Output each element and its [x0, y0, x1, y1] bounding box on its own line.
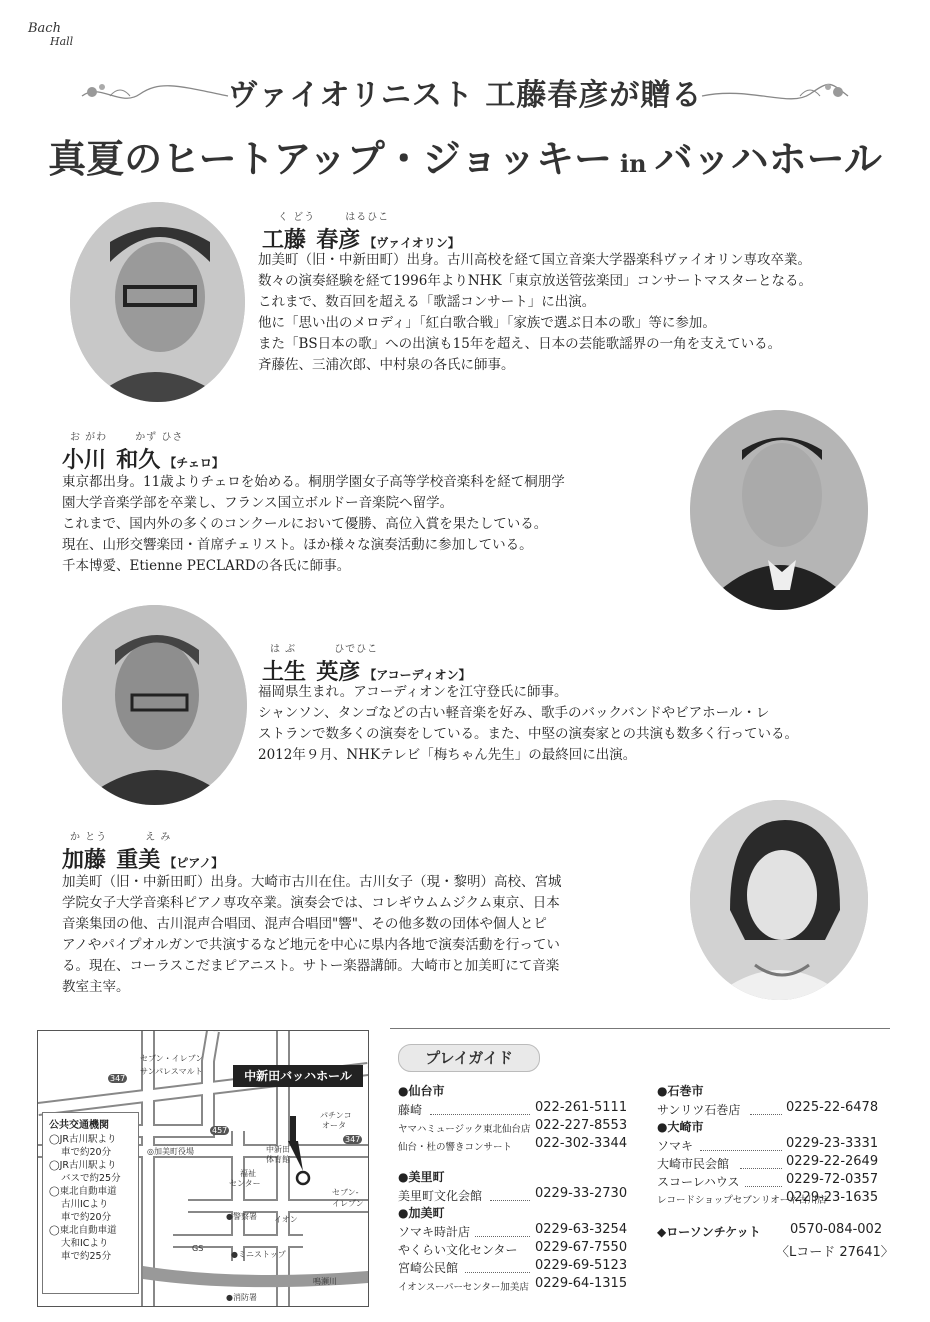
ruby-family: お がわ	[70, 432, 108, 443]
transport-line: 車で約20分	[61, 1212, 112, 1223]
map-label-gym: 体育館	[266, 1155, 290, 1164]
ruby-given: はるひこ	[345, 212, 390, 223]
outlet-phone: 0225-22-6478	[786, 1100, 879, 1115]
instrument-role: 【チェロ】	[164, 456, 224, 470]
outlet-phone: 0229-69-5123	[535, 1258, 628, 1273]
bio-line: 斉藤佐、三浦次郎、中村泉の各氏に師事。	[258, 357, 515, 373]
outlet-name: サンリツ石巻店	[657, 1103, 741, 1117]
performer-photo-kato	[690, 800, 868, 1000]
map-label-nakashinden: 中新田	[266, 1145, 290, 1154]
map-label-seven-eleven: セブン・イレブン	[140, 1054, 204, 1063]
bio-ogawa	[62, 472, 672, 577]
transport-line: 車で約25分	[61, 1251, 112, 1262]
ruby-given: ひでひこ	[334, 644, 379, 655]
region-sendai: ●仙台市	[398, 1084, 445, 1098]
leader-dots	[490, 1200, 530, 1201]
name-given: 英彦	[316, 660, 361, 685]
event-title-main: 真夏のヒートアップ・ジョッキー	[48, 137, 613, 181]
event-title-in: in	[620, 149, 647, 178]
transport-line: 大和ICより	[61, 1238, 109, 1249]
bio-line: また「BS日本の歌」への出演も15年を超え、日本の芸能歌謡界の一角を支えている。	[258, 336, 782, 352]
ruby-family: く どう	[278, 212, 316, 223]
ruby-family: か とう	[70, 832, 108, 843]
leader-dots	[745, 1186, 782, 1187]
outlet-phone: 0229-22-2649	[786, 1154, 879, 1169]
lawson-ticket-phone: 0570-084-002	[790, 1222, 883, 1237]
map-label-pachinko: パチンコ	[320, 1111, 352, 1120]
map-label-gs: GS	[192, 1244, 204, 1253]
name-given: 春彦	[316, 228, 361, 253]
bio-line: ストランで数多くの演奏をしている。また、中堅の演奏家との共演も数多く行っている。	[258, 726, 798, 742]
outlet-phone: 0229-67-7550	[535, 1240, 628, 1255]
outlet-phone: 022-302-3344	[535, 1136, 628, 1151]
outlet-name: スコーレハウス	[657, 1175, 740, 1189]
performer-kato	[62, 828, 223, 874]
performer-photo-habu	[62, 605, 247, 805]
map-label-town-office: ◎加美町役場	[147, 1147, 194, 1156]
route-457-shield: 457	[212, 1126, 228, 1135]
outlet-name: やくらい文化センター	[398, 1243, 518, 1257]
leader-dots	[475, 1236, 530, 1237]
transport-line: ◯JR古川駅より	[49, 1160, 117, 1171]
map-label-welfare: 福祉	[240, 1169, 256, 1178]
transport-box	[42, 1112, 139, 1294]
map-label-center: センター	[229, 1179, 261, 1188]
bio-line: 教室主宰。	[62, 979, 130, 995]
region-osaki: ●大崎市	[657, 1120, 704, 1134]
performer-kudo	[262, 208, 460, 254]
bio-line: 学院女子大学音楽科ピアノ専攻卒業。演奏会では、コレギウムムジクム東京、日本	[62, 895, 560, 911]
lawson-ticket-label: ◆ローソンチケット	[657, 1225, 761, 1239]
outlet-name: 美里町文化会館	[398, 1189, 483, 1203]
bio-line: 2012年９月、NHKテレビ「梅ちゃん先生」の最終回に出演。	[258, 747, 637, 763]
outlet-name: イオンスーパーセンター加美店	[398, 1282, 529, 1293]
outlet-name: ソマキ	[657, 1139, 694, 1153]
performer-photo-ogawa	[690, 410, 868, 610]
outlet-phone: 0229-64-1315	[535, 1276, 628, 1291]
bio-line: これまで、数百回を超える「歌謡コンサート」に出演。	[258, 294, 596, 310]
map-label-police: ●警察署	[226, 1212, 257, 1221]
outlet-name: ヤマハミュージック東北仙台店	[398, 1124, 531, 1135]
leader-dots	[465, 1272, 530, 1273]
ruby-given: かず ひさ	[135, 432, 184, 443]
performer-ogawa	[62, 428, 224, 474]
leader-dots	[700, 1150, 782, 1151]
ruby-family: は ぶ	[270, 644, 297, 655]
bio-line: 福岡県生まれ。アコーディオンを江守登氏に師事。	[258, 684, 568, 700]
instrument-role: 【ピアノ】	[164, 856, 224, 870]
performer-photo-kudo	[70, 202, 245, 402]
event-title-venue: バッハホール	[654, 137, 882, 181]
bach-hall-logo	[28, 22, 73, 48]
section-divider	[390, 1028, 890, 1029]
bio-kudo	[258, 250, 888, 376]
leader-dots	[740, 1168, 782, 1169]
outlet-phone: 022-261-5111	[535, 1100, 628, 1115]
transport-line: バスで約25分	[61, 1173, 121, 1184]
bio-kato	[62, 872, 672, 998]
outlet-phone: 0229-63-3254	[535, 1222, 628, 1237]
outlet-name: 藤崎	[398, 1103, 423, 1117]
transport-line: ◯東北自動車道	[49, 1225, 117, 1236]
map-label-sunpalace: サンパレスマルト	[140, 1067, 203, 1076]
bio-line: 園大学音楽学部を卒業し、フランス国立ボルドー音楽院へ留学。	[62, 495, 454, 511]
instrument-role: 【ヴァイオリン】	[364, 236, 460, 250]
outlet-phone: 0229-72-0357	[786, 1172, 879, 1187]
route-347-shield-east: 347	[345, 1135, 361, 1144]
outlet-name: 宮崎公民館	[398, 1261, 459, 1275]
transport-line: ◯東北自動車道	[49, 1186, 117, 1197]
map-label-fire-station: ●消防署	[226, 1293, 257, 1302]
playguide-title: プレイガイド	[398, 1044, 540, 1072]
bio-line: る。現在、コーラスこだまピアニスト。サトー楽器講師。大崎市と加美町にて音楽	[62, 958, 560, 974]
bio-line: 音楽集団の他、古川混声合唱団、混声合唱団"響"、その他多数の団体や個人とピ	[62, 916, 547, 932]
outlet-phone: 0229-23-1635	[786, 1190, 879, 1205]
leader-dots	[430, 1114, 530, 1115]
bio-line: 他に「思い出のメロディ」「紅白歌合戦」「家族で選ぶ日本の歌」等に参加。	[258, 315, 716, 331]
logo-line1: Bach	[28, 21, 61, 36]
transport-line: 車で約20分	[61, 1147, 112, 1158]
bio-line: アノやパイプオルガンで共演するなど地元を中心に県内各地で演奏活動を行ってい	[62, 937, 560, 953]
venue-label: 中新田バッハホール	[233, 1065, 363, 1087]
bio-line: シャンソン、タンゴなどの古い軽音楽を好み、歌手のバックバンドやビアホール・レ	[258, 705, 770, 721]
outlet-phone: 022-227-8553	[535, 1118, 628, 1133]
bio-line: 加美町（旧・中新田町）出身。古川高校を経て国立音楽大学器楽科ヴァイオリン専攻卒業。	[258, 252, 811, 268]
name-family: 工藤	[262, 228, 307, 253]
name-given: 和久	[116, 448, 161, 473]
performer-habu	[262, 640, 471, 686]
region-ishinomaki: ●石巻市	[657, 1084, 704, 1098]
name-family: 土生	[262, 660, 307, 685]
map-label-aeon: イオン	[274, 1215, 298, 1224]
ruby-given: え み	[145, 832, 172, 843]
bio-line: これまで、国内外の多くのコンクールにおいて優勝、高位入賞を果たしている。	[62, 516, 548, 532]
map-label-ota: オータ	[322, 1121, 346, 1130]
outlet-name: 大崎市民会館	[657, 1157, 730, 1171]
map-label-river: 鳴瀬川	[313, 1277, 337, 1286]
map-label-seven-eleven-2b: イレブン	[332, 1199, 364, 1208]
transport-line: 古川ICより	[61, 1199, 109, 1210]
bio-line: 数々の演奏経験を経て1996年よりNHK「東京放送管弦楽団」コンサートマスターとなる。	[258, 273, 813, 289]
outlet-name: ソマキ時計店	[398, 1225, 471, 1239]
region-misato: ●美里町	[398, 1170, 445, 1184]
bio-habu	[258, 682, 893, 766]
instrument-role: 【アコーディオン】	[364, 668, 471, 682]
name-family: 小川	[62, 448, 107, 473]
outlet-name: レコードショップセブンリオーネ古川店	[657, 1195, 827, 1206]
transport-line: ◯JR古川駅より	[49, 1134, 117, 1145]
leader-dots	[750, 1114, 782, 1115]
outlet-phone: 0229-23-3331	[786, 1136, 879, 1151]
outlet-phone: 0229-33-2730	[535, 1186, 628, 1201]
name-given: 重美	[116, 848, 161, 873]
event-title-line1: ヴァイオリニスト 工藤春彦が贈る	[227, 78, 703, 113]
outlet-name: 仙台・杜の響きコンサート	[398, 1142, 513, 1153]
map-label-seven-eleven-2a: セブン-	[332, 1188, 359, 1197]
bio-line: 東京都出身。11歳よりチェロを始める。桐朋学園女子高等学校音楽科を経て桐朋学	[62, 474, 565, 490]
event-title-line2	[0, 128, 930, 183]
bio-line: 千本博愛、Etienne PECLARDの各氏に師事。	[62, 558, 351, 574]
lawson-l-code: 〈Lコード 27641〉	[776, 1245, 894, 1260]
map-label-ministop: ●ミニストップ	[231, 1250, 286, 1259]
region-kami: ●加美町	[398, 1206, 445, 1220]
bio-line: 現在、山形交響楽団・首席チェリスト。ほか様々な演奏活動に参加している。	[62, 537, 533, 553]
transport-title: 公共交通機関	[49, 1120, 109, 1131]
logo-line2: Hall	[50, 35, 74, 48]
route-347-shield: 347	[110, 1074, 126, 1083]
bio-line: 加美町（旧・中新田町）出身。大崎市古川在住。古川女子（現・黎明）高校、宮城	[62, 874, 562, 890]
name-family: 加藤	[62, 848, 107, 873]
